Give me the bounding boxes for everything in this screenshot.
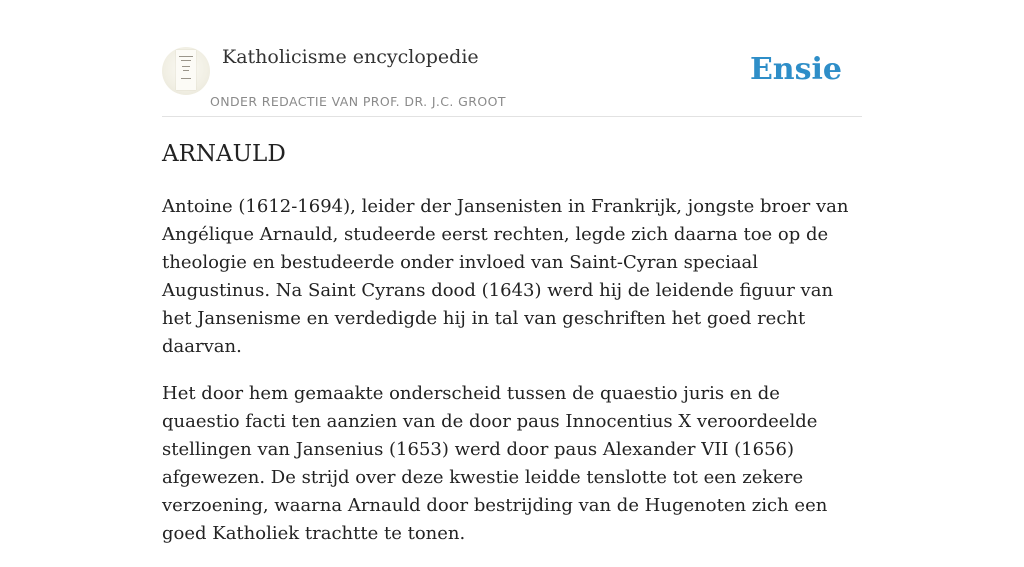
article-body [162,193,862,567]
site-subtitle: ONDER REDACTIE VAN PROF. DR. J.C. GROOT [210,94,506,109]
book-cover-icon[interactable] [162,47,210,95]
article-paragraph: Antoine (1612-1694), leider der Jansenisten in Frankrijk, jongste broer van Angélique Arnauld, studeerde eerst rechten, legde zich daarna toe op de theologie en bestudeerde onder invloed van Saint-Cyran speciaal Augustinus. Na Saint Cyrans dood (1643) werd hij de leidende figuur van het Jansenisme en verdedigde hij in tal van geschriften het goed recht daarvan. [162,196,849,357]
site-header [162,0,862,117]
article-title: ARNAULD [162,141,286,167]
article-paragraph: Het door hem gemaakte onderscheid tussen de quaestio juris en de quaestio facti ten aanzien van de door paus Innocentius X veroordeelde stellingen van Jansenius (1653) werd door paus Alexander VII (1656) afgewezen. De strijd over deze kwestie leidde tenslotte tot een zekere verzoening, waarna Arnauld door bestrijding van de Hugenoten zich een goed Katholiek trachtte te tonen. [162,383,828,544]
page-container [162,0,862,544]
ensie-logo-link[interactable]: Ensie [749,52,842,87]
site-title[interactable]: Katholicisme encyclopedie [222,46,479,68]
